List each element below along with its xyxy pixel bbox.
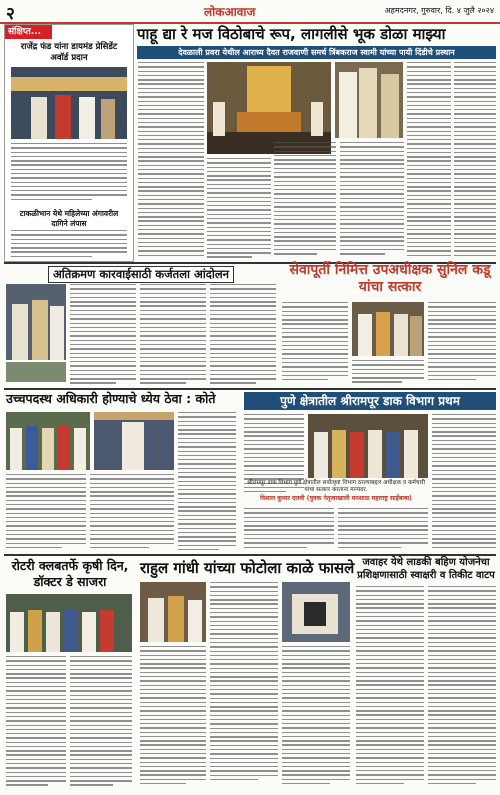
story4-column-3 bbox=[178, 412, 236, 550]
story5-headline: पुणे क्षेत्रातील श्रीरामपूर डाक विभाग प्रथम bbox=[244, 392, 496, 410]
story3-headline: सेवापूर्ती निमित्त उपअधीक्षक सुनिल कडू यांचा सत्कार bbox=[289, 262, 491, 295]
felicitation-photo bbox=[352, 302, 424, 356]
story3-column-3 bbox=[428, 302, 496, 384]
photo-vandalism-1 bbox=[140, 582, 206, 642]
story5-column-2a bbox=[244, 508, 334, 550]
photo-vandalism-2 bbox=[282, 582, 350, 642]
story2-headline: अतिक्रमण कारवाईसाठी कर्जतला आंदोलन bbox=[48, 266, 234, 283]
award-photo bbox=[11, 67, 127, 139]
story3-column-2 bbox=[352, 360, 424, 384]
story1-column-2 bbox=[207, 158, 271, 258]
story7-column-1 bbox=[140, 646, 206, 790]
brief-headline: राजेंद्र फंड यांना डायमंड प्रेसिडेंट अवॉर्ड प्रदान bbox=[20, 42, 118, 63]
protest-photo-1 bbox=[6, 284, 66, 360]
story6-headline: रोटरी क्लबतर्फे कृषी दिन, डॉक्टर डे साजरा bbox=[11, 558, 129, 589]
story7-column-3 bbox=[282, 646, 350, 790]
story2-column-1 bbox=[70, 284, 136, 384]
page-number: २ bbox=[6, 4, 15, 24]
story8-column-2 bbox=[428, 586, 496, 790]
story1-column-1 bbox=[138, 62, 204, 258]
story1-column-4 bbox=[340, 142, 404, 258]
story6-column-2 bbox=[70, 656, 132, 790]
devotees-photo bbox=[335, 62, 403, 138]
protest-photo-2 bbox=[6, 362, 66, 382]
story3-column-1 bbox=[282, 302, 348, 384]
story2-column-3 bbox=[210, 284, 276, 384]
newspaper-logo: लोकआवाज bbox=[204, 5, 256, 19]
story2-column-2 bbox=[140, 284, 206, 384]
story5-column-3 bbox=[432, 414, 496, 550]
brief-subhead: टाकळीभान येथे महिलेच्या अंगावरील दागिने लंपास bbox=[19, 209, 119, 228]
story4-column-1 bbox=[6, 474, 86, 550]
story1-column-6 bbox=[454, 62, 496, 258]
story8-column-1 bbox=[356, 586, 424, 790]
story5-column-2b bbox=[338, 508, 428, 550]
story4-headline: उच्चपदस्थ अधिकारी होण्याचे ध्येय ठेवा : कोते bbox=[6, 391, 216, 406]
brief-body-text-2 bbox=[11, 230, 127, 258]
story4-column-2 bbox=[90, 474, 174, 550]
masthead bbox=[0, 0, 500, 24]
dateline: अहमदनगर, गुरुवार, दि. ४ जुलै २०२४ bbox=[384, 6, 494, 15]
sidebar-brief-box bbox=[4, 24, 134, 262]
palkhi-photo bbox=[207, 62, 331, 154]
story1-headline: पाहू द्या रे मज विठोबाचे रूप, लागलीसे भूक डोळा माझ्या bbox=[137, 25, 446, 43]
divider bbox=[4, 388, 496, 390]
story7-headline: राहुल गांधी यांच्या फोटोला काळे फासले bbox=[140, 559, 355, 577]
story6-column-1 bbox=[6, 656, 66, 790]
story1-column-3 bbox=[274, 142, 336, 258]
story5-caption: श्रीरामपूर डाक विभाग पुणे क्षेत्रातील सर्वोत्कृष्ट विभाग ठरल्याबद्दल अधीक्षक व कर्मचारी यांचा सत्कार करताना मान्यवर. bbox=[247, 480, 425, 493]
brief-tag: संक्षिप्त... bbox=[5, 25, 52, 39]
story1-subheadline: देवळाली प्रवरा येथील आराध्य दैवत राजवाणी समर्थ त्रिंबकराज स्वामी यांच्या पायी दिंडीचे प्रस्थान bbox=[137, 46, 496, 59]
story1-column-5 bbox=[407, 62, 451, 258]
postal-award-photo bbox=[308, 414, 428, 478]
story7-column-2 bbox=[210, 582, 278, 790]
students-photo bbox=[6, 412, 90, 470]
brief-body-text bbox=[11, 143, 127, 207]
story5-caption-credit: विशाल कुमार दलवी (युवक नेतृत्वाखाली मनशाळ महाराष्ट्र साईंबाबा) bbox=[260, 495, 412, 502]
rotary-photo bbox=[6, 594, 132, 652]
speaker-photo bbox=[94, 412, 174, 470]
story8-headline: जवाहर येथे लाडकी बहिण योजनेचा प्रशिक्षणासाठी स्वाक्षरी व तिकीट वाटप bbox=[357, 557, 495, 581]
